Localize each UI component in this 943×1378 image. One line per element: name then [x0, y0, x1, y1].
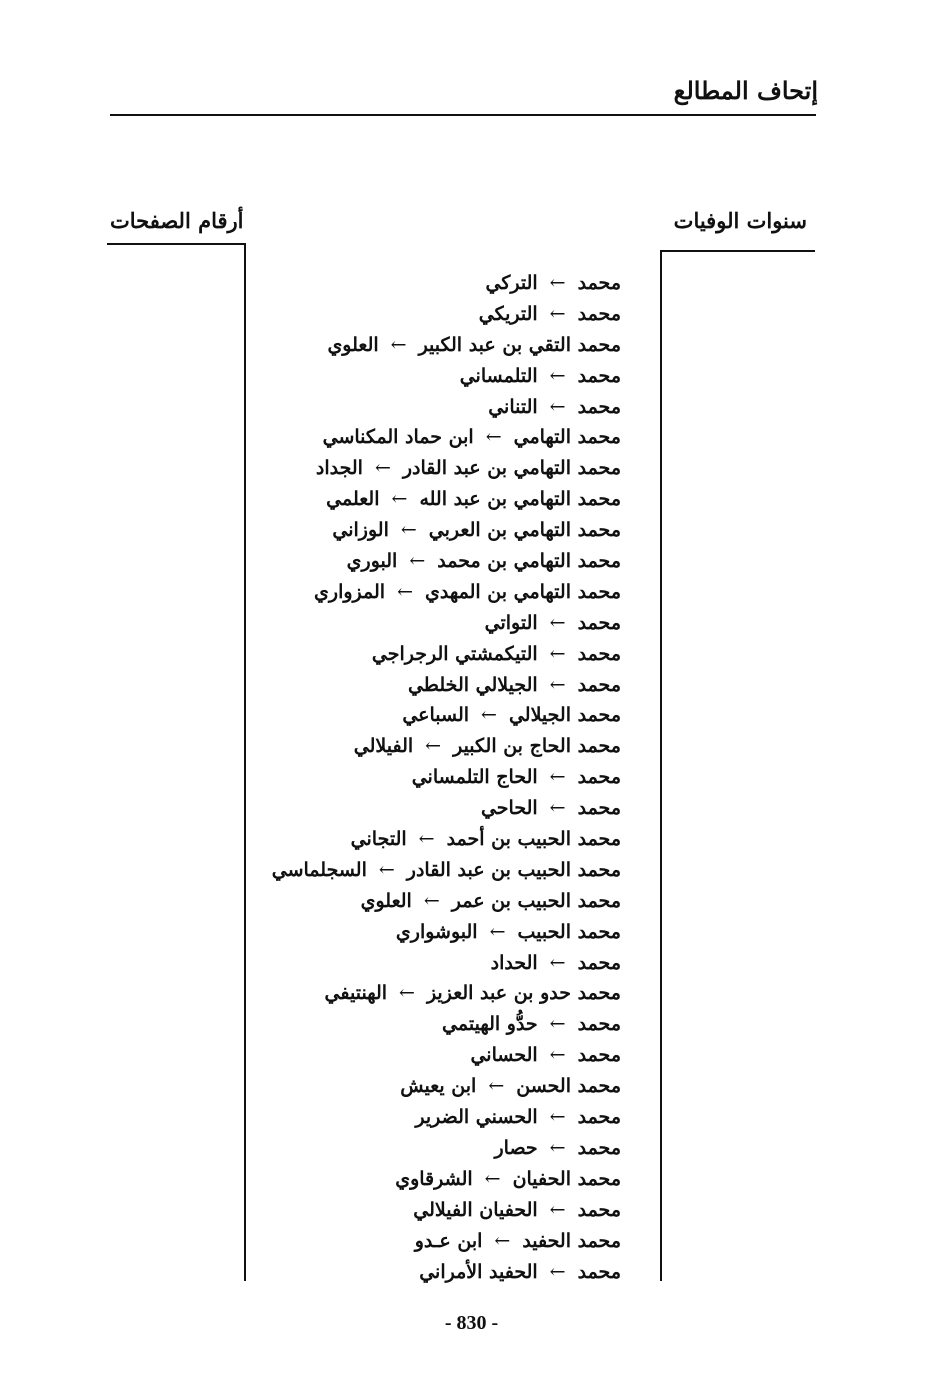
running-title: إتحاف المطالع	[673, 76, 818, 105]
index-entry	[221, 608, 621, 639]
entry-name: محمد	[577, 302, 621, 325]
index-entry	[221, 639, 621, 670]
entry-reference: الحاحي	[480, 797, 538, 820]
entry-name: محمد	[577, 1044, 621, 1067]
entry-name: محمد التهامي بن محمد	[437, 550, 621, 573]
index-entry	[221, 917, 621, 948]
see-reference-arrow-icon: ←	[397, 580, 413, 603]
index-entry	[221, 515, 621, 546]
index-entry	[221, 330, 621, 361]
entry-reference: الحداد	[490, 951, 538, 974]
see-reference-arrow-icon: ←	[549, 1106, 566, 1129]
see-reference-arrow-icon: ←	[549, 1198, 566, 1221]
see-reference-arrow-icon: ←	[378, 858, 395, 881]
see-reference-arrow-icon: ←	[390, 333, 407, 356]
entry-reference: الوزاني	[332, 519, 389, 542]
see-reference-arrow-icon: ←	[549, 1136, 566, 1159]
entry-reference: الفيلالي	[353, 735, 414, 758]
entry-reference: التلمساني	[459, 364, 538, 387]
index-entry	[221, 1102, 621, 1133]
entry-name: محمد	[577, 951, 621, 974]
death-years-heading: سنوات الوفيات	[673, 208, 807, 233]
entry-name: محمد	[577, 1198, 621, 1221]
index-entry	[221, 422, 621, 453]
entry-name: محمد الحفيان	[512, 1167, 621, 1190]
index-entry	[221, 392, 621, 423]
entry-reference: المزواري	[314, 580, 386, 603]
entry-reference: حصار	[494, 1136, 538, 1159]
entry-reference: التركي	[485, 272, 538, 294]
entry-reference: الحفيان الفيلالي	[413, 1198, 538, 1221]
see-reference-arrow-icon: ←	[549, 642, 566, 665]
index-entry	[221, 268, 621, 299]
entry-name: محمد	[577, 364, 621, 387]
entry-reference: ابن عـدو	[414, 1229, 483, 1252]
entry-reference: التريكي	[478, 302, 538, 325]
entry-name: محمد حدو بن عبد العزيز	[426, 982, 621, 1005]
entry-name: محمد الحبيب بن أحمد	[446, 828, 621, 851]
see-reference-arrow-icon: ←	[399, 982, 415, 1005]
entry-reference: الهنتيفي	[324, 982, 388, 1005]
index-entry	[221, 546, 621, 577]
index-entry	[221, 978, 621, 1009]
see-reference-arrow-icon: ←	[409, 550, 426, 573]
entry-reference: ابن حماد المكناسي	[322, 426, 474, 449]
index-entry	[221, 1071, 621, 1102]
see-reference-arrow-icon: ←	[549, 1013, 566, 1036]
see-reference-arrow-icon: ←	[485, 426, 502, 449]
entry-name: محمد	[577, 642, 621, 665]
index-entry	[221, 1195, 621, 1226]
entry-reference: التيكمشتي الرجراجي	[371, 642, 538, 665]
entry-reference: الحساني	[470, 1044, 538, 1067]
entry-name: محمد الحبيب بن عمر	[451, 889, 621, 912]
index-entry	[221, 855, 621, 886]
index-entry	[221, 577, 621, 608]
entry-name: محمد التهامي بن العربي	[428, 519, 621, 542]
see-reference-arrow-icon: ←	[488, 1075, 505, 1098]
entry-name: محمد الحسن	[516, 1075, 621, 1098]
entry-name: محمد الحبيب	[517, 920, 621, 943]
index-entry	[221, 700, 621, 731]
page-numbers-heading: أرقام الصفحات	[110, 208, 244, 233]
index-entry	[221, 948, 621, 979]
see-reference-arrow-icon: ←	[425, 735, 442, 758]
entry-reference: الحفيد الأمراني	[419, 1260, 538, 1283]
see-reference-arrow-icon: ←	[549, 1260, 566, 1283]
entry-name: محمد	[577, 673, 621, 696]
entry-name: محمد الحفيد	[522, 1229, 621, 1252]
see-reference-arrow-icon: ←	[418, 828, 435, 851]
index-entry	[221, 453, 621, 484]
entry-name: محمد الحبيب بن عبد القادر	[406, 858, 621, 881]
header-rule	[110, 114, 816, 116]
death-years-column-bracket	[660, 250, 815, 1281]
entry-reference: حدُّو الهيتمي	[442, 1013, 538, 1036]
entry-reference: الجداد	[315, 457, 363, 480]
entry-reference: الشرقاوي	[395, 1167, 473, 1190]
index-entry	[221, 1009, 621, 1040]
entry-reference: الحاج التلمساني	[411, 766, 538, 789]
entry-name: محمد التهامي بن المهدي	[424, 580, 621, 603]
entry-reference: الجيلالي الخلطي	[407, 673, 538, 696]
entry-name: محمد	[577, 611, 621, 634]
entry-name: محمد	[577, 766, 621, 789]
entry-name: محمد التهامي بن عبد الله	[419, 488, 621, 511]
entry-name: محمد التهامي بن عبد القادر	[402, 457, 621, 480]
entry-name: محمد الحاج بن الكبير	[453, 735, 621, 758]
entry-reference: البوري	[346, 550, 398, 573]
index-entry	[221, 361, 621, 392]
see-reference-arrow-icon: ←	[391, 488, 408, 511]
index-entry	[221, 1133, 621, 1164]
entry-reference: التجاني	[350, 828, 407, 851]
see-reference-arrow-icon: ←	[549, 611, 566, 634]
entry-name: محمد الجيلالي	[508, 704, 621, 727]
entry-reference: العلمي	[326, 488, 380, 511]
see-reference-arrow-icon: ←	[549, 272, 566, 294]
entry-reference: البوشواري	[395, 920, 478, 943]
index-entry	[221, 824, 621, 855]
index-entry	[221, 1257, 621, 1288]
index-entry-list	[221, 268, 621, 1287]
index-entry	[221, 1164, 621, 1195]
index-entry	[221, 762, 621, 793]
see-reference-arrow-icon: ←	[484, 1167, 501, 1190]
index-entry	[221, 299, 621, 330]
see-reference-arrow-icon: ←	[549, 395, 566, 418]
see-reference-arrow-icon: ←	[549, 673, 566, 696]
entry-name: محمد التهامي	[513, 426, 621, 449]
entry-name: محمد التقي بن عبد الكبير	[418, 333, 621, 356]
entry-reference: الحسني الضرير	[415, 1106, 538, 1129]
entry-reference: العلوي	[360, 889, 412, 912]
see-reference-arrow-icon: ←	[489, 920, 506, 943]
see-reference-arrow-icon: ←	[374, 457, 391, 480]
see-reference-arrow-icon: ←	[549, 766, 566, 789]
entry-reference: السباعي	[402, 704, 470, 727]
entry-reference: العلوي	[327, 333, 379, 356]
see-reference-arrow-icon: ←	[549, 302, 566, 325]
index-entry	[221, 1040, 621, 1071]
entry-name: محمد	[577, 1106, 621, 1129]
see-reference-arrow-icon: ←	[494, 1229, 511, 1252]
entry-name: محمد	[577, 1136, 621, 1159]
see-reference-arrow-icon: ←	[481, 704, 497, 727]
entry-name: محمد	[577, 272, 621, 294]
entry-name: محمد	[577, 1260, 621, 1283]
entry-name: محمد	[577, 797, 621, 820]
index-entry	[221, 731, 621, 762]
page-number: - 830 -	[444, 1312, 499, 1334]
entry-reference: ابن يعيش	[400, 1075, 477, 1098]
entry-name: محمد	[577, 395, 621, 418]
see-reference-arrow-icon: ←	[549, 1044, 566, 1067]
see-reference-arrow-icon: ←	[423, 889, 440, 912]
entry-reference: السجلماسي	[271, 858, 367, 881]
entry-reference: التواتي	[484, 611, 538, 634]
index-entry	[221, 670, 621, 701]
see-reference-arrow-icon: ←	[400, 519, 417, 542]
entry-name: محمد	[577, 1013, 621, 1036]
see-reference-arrow-icon: ←	[549, 797, 566, 820]
index-entry	[221, 793, 621, 824]
index-entry	[221, 484, 621, 515]
index-entry	[221, 886, 621, 917]
index-entry	[221, 1226, 621, 1257]
entry-reference: التناني	[488, 395, 538, 418]
see-reference-arrow-icon: ←	[549, 951, 566, 974]
see-reference-arrow-icon: ←	[549, 364, 566, 387]
